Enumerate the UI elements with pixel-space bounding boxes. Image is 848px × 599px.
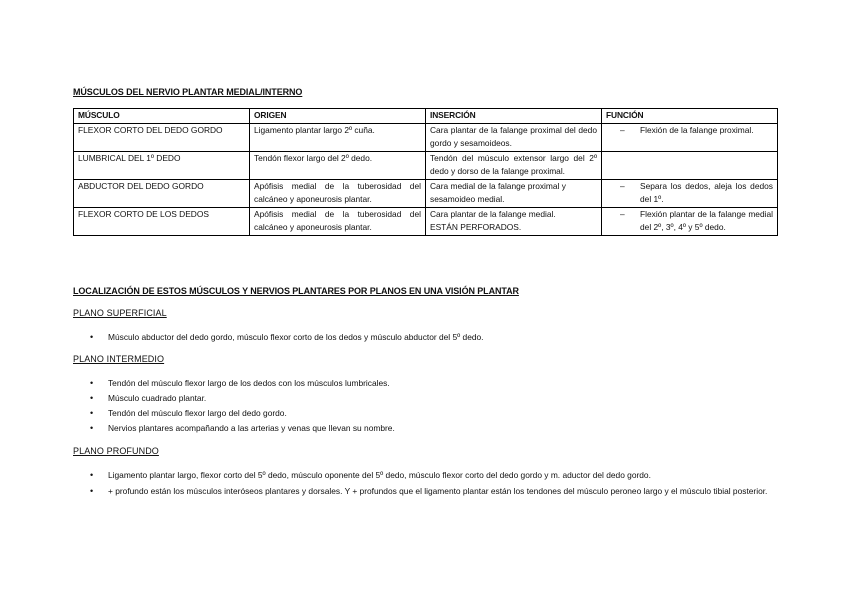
table-row [74,207,778,235]
cell-origin: Apófisis medial de la tuberosidad del calcáneo y aponeurosis plantar. [250,207,426,235]
cell-origin: Tendón flexor largo del 2º dedo. [250,151,426,179]
cell-muscle: LUMBRICAL DEL 1º DEDO [74,151,250,179]
cell-muscle: FLEXOR CORTO DEL DEDO GORDO [74,123,250,151]
cell-insertion [426,207,602,235]
cell-origin: Apófisis medial de la tuberosidad del calcáneo y aponeurosis plantar. [250,179,426,207]
cell-insertion: Cara plantar de la falange proximal del dedo gordo y sesamoideos. [426,123,602,151]
list-item [90,421,790,436]
table-row [74,179,778,207]
dash-marker: – [620,208,625,219]
list-item-text: Músculo cuadrado plantar. [108,393,207,403]
column-header-function: FUNCIÓN [602,109,778,124]
cell-muscle: FLEXOR CORTO DE LOS DEDOS [74,207,250,235]
bullet-marker: • [90,423,94,433]
cell-function [602,179,778,207]
subsection-title-deep: PLANO PROFUNDO [73,446,159,456]
bullet-marker: • [90,393,94,403]
function-text: Flexión plantar de la falange medial del 2º, 3º, 4º y 5º dedo. [640,208,773,232]
list-item [90,391,790,406]
cell-function [602,207,778,235]
cell-origin: Ligamento plantar largo 2º cuña. [250,123,426,151]
function-text: Flexión de la falange proximal. [640,124,754,135]
list-item-text: Ligamento plantar largo, flexor corto del 5º dedo, músculo oponente del 5º dedo, músculo flexor corto del dedo gordo y m. aductor del dedo gordo. [108,470,651,480]
subsection-title-superficial: PLANO SUPERFICIAL [73,308,167,318]
cell-function [602,151,778,179]
cell-insertion: Cara medial de la falange proximal y sesamoideo medial. [426,179,602,207]
bullet-marker: • [90,378,94,388]
dash-marker: – [620,124,625,135]
cell-insertion: Tendón del músculo extensor largo del 2º dedo y dorso de la falange proximal. [426,151,602,179]
list-item [90,406,790,421]
column-header-muscle: MÚSCULO [74,109,250,124]
table-row [74,123,778,151]
list-item-text: + profundo están los músculos interóseos plantares y dorsales. Y + profundos que el ligamento plantar están los tendones del músculo peroneo largo y el músculo tibial posterior. [108,486,768,496]
column-header-origin: ORIGEN [250,109,426,124]
bullet-marker: • [90,486,94,496]
list-item [90,468,790,483]
insertion-line: ESTÁN PERFORADOS. [430,222,522,232]
list-item [90,484,790,499]
subsection-title-intermediate: PLANO INTERMEDIO [73,354,165,364]
bullet-marker: • [90,408,94,418]
insertion-line: Cara plantar de la falange medial. [430,208,556,219]
deep-list [90,468,790,500]
intermediate-list [90,376,790,436]
table-row [74,151,778,179]
superficial-list [90,330,790,345]
list-item-text: Nervios plantares acompañando a las arterias y venas que llevan su nombre. [108,423,395,433]
list-item [90,330,790,345]
list-item-text: Músculo abductor del dedo gordo, músculo flexor corto de los dedos y músculo abductor del 5º dedo. [108,332,484,342]
dash-marker: – [620,180,625,191]
bullet-marker: • [90,470,94,480]
list-item [90,376,790,391]
column-header-insertion: INSERCIÓN [426,109,602,124]
table-header-row [74,109,778,124]
cell-muscle: ABDUCTOR DEL DEDO GORDO [74,179,250,207]
section-title-location: LOCALIZACIÓN DE ESTOS MÚSCULOS Y NERVIOS PLANTARES POR PLANOS EN UNA VISIÓN PLANTAR [73,286,519,296]
list-item-text: Tendón del músculo flexor largo de los dedos con los músculos lumbricales. [108,378,390,388]
cell-function [602,123,778,151]
list-item-text: Tendón del músculo flexor largo del dedo gordo. [108,408,287,418]
muscles-table [73,108,778,236]
section-title-muscles: MÚSCULOS DEL NERVIO PLANTAR MEDIAL/INTERNO [73,87,303,97]
bullet-marker: • [90,332,94,342]
function-text: Separa los dedos, aleja los dedos del 1º. [640,180,773,204]
